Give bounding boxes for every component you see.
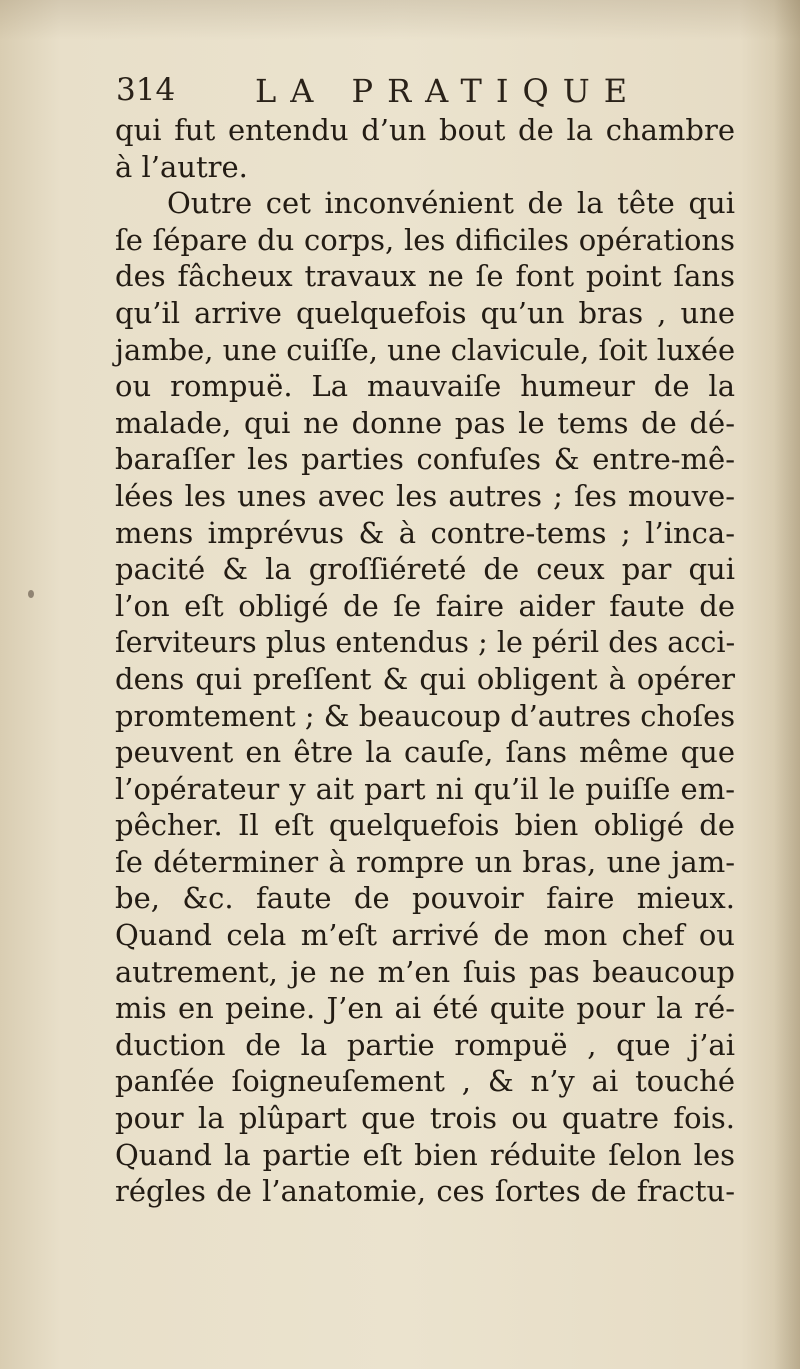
text-line: ſe déterminer à rompre un bras, une jam- bbox=[115, 844, 735, 879]
text-line: mens imprévus & à contre-tems ; l’inca- bbox=[115, 515, 735, 550]
text-line: ou rompuë. La mauvaiſe humeur de la bbox=[115, 369, 735, 404]
text-line: lées les unes avec les autres ; ſes mouve- bbox=[115, 478, 735, 513]
text-line: panſée ſoigneuſement , & n’y ai touché bbox=[115, 1064, 735, 1099]
text-line: duction de la partie rompuë , que j’ai bbox=[115, 1027, 735, 1062]
running-head: LA PRATIQUE bbox=[255, 72, 642, 110]
text-line: baraſſer les parties confuſes & entre-mê- bbox=[115, 442, 735, 477]
page-header bbox=[116, 70, 736, 112]
text-line: dens qui preſſent & qui obligent à opérer bbox=[115, 661, 735, 696]
text-line: be, &c. faute de pouvoir faire mieux. bbox=[115, 881, 735, 916]
page-shadow-right bbox=[774, 0, 800, 1369]
text-line: Outre cet inconvénient de la tête qui bbox=[167, 186, 735, 221]
text-line: l’on eſt obligé de ſe faire aider faute de bbox=[115, 588, 735, 623]
page-number: 314 bbox=[116, 72, 176, 108]
text-line: pêcher. Il eſt quelquefois bien obligé de bbox=[115, 808, 735, 843]
body-text bbox=[115, 112, 735, 1210]
text-line: ſerviteurs plus entendus ; le péril des acci- bbox=[115, 625, 736, 660]
page-shadow-top bbox=[0, 0, 800, 40]
text-line: l’opérateur y ait part ni qu’il le puiſſe em- bbox=[115, 771, 735, 806]
text-line: Quand la partie eſt bien réduite ſelon les bbox=[115, 1137, 735, 1172]
text-line: jambe, une cuiſſe, une clavicule, ſoit luxée bbox=[115, 332, 736, 367]
text-line: des fâcheux travaux ne ſe font point ſans bbox=[115, 259, 735, 294]
text-line: Quand cela m’eſt arrivé de mon chef ou bbox=[115, 918, 735, 953]
text-line: pour la plûpart que trois ou quatre fois. bbox=[115, 1101, 735, 1136]
text-line: régles de l’anatomie, ces ſortes de fractu- bbox=[115, 1174, 735, 1209]
text-line: qui fut entendu d’un bout de la chambre bbox=[115, 113, 735, 147]
text-line: promtement ; & beaucoup d’autres choſes bbox=[115, 698, 736, 733]
text-line: ſe ſépare du corps, les dificiles opérations bbox=[115, 222, 735, 257]
text-line: pacité & la groſſiéreté de ceux par qui bbox=[115, 552, 735, 587]
text-line: qu’il arrive quelquefois qu’un bras , une bbox=[115, 295, 735, 330]
text-line: mis en peine. J’en ai été quite pour la ré- bbox=[115, 991, 735, 1026]
text-line: à l’autre. bbox=[115, 149, 248, 184]
text-line: malade, qui ne donne pas le tems de dé- bbox=[115, 405, 735, 440]
ink-speck bbox=[28, 590, 34, 598]
text-line: autrement, je ne m’en ſuis pas beaucoup bbox=[115, 954, 735, 989]
text-line: peuvent en être la cauſe, ſans même que bbox=[115, 735, 735, 770]
